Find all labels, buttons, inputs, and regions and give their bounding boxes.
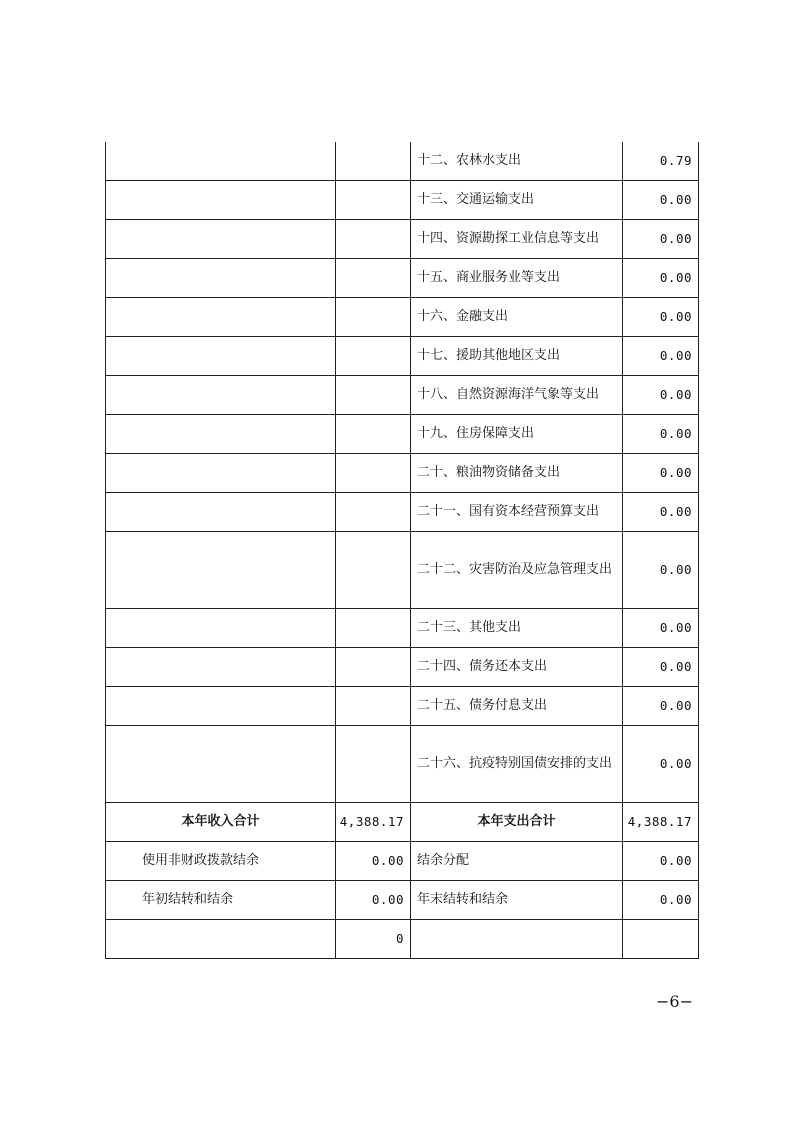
expense-item-amount: 0.00: [623, 609, 699, 648]
income-item-amount: 0.00: [336, 842, 411, 881]
expense-item-amount: 0.00: [623, 532, 699, 609]
expense-item-amount: 0.00: [623, 220, 699, 259]
table-row: [106, 259, 699, 298]
income-item-label: [106, 532, 336, 609]
expense-item-amount: 0.00: [623, 376, 699, 415]
expense-item-amount: 0.00: [623, 337, 699, 376]
income-item-amount: [336, 259, 411, 298]
income-item-amount: [336, 142, 411, 181]
expense-item-label: 十九、住房保障支出: [411, 415, 623, 454]
expense-item-amount: 0.79: [623, 142, 699, 181]
income-item-amount: [336, 181, 411, 220]
table-row: [106, 376, 699, 415]
table-row: [106, 493, 699, 532]
income-item-label: [106, 415, 336, 454]
table-row: [106, 842, 699, 881]
expense-item-label: 十七、援助其他地区支出: [411, 337, 623, 376]
expense-item-amount: 0.00: [623, 648, 699, 687]
income-item-label: [106, 298, 336, 337]
expense-item-label: [411, 920, 623, 959]
expense-item-label: 十二、农林水支出: [411, 142, 623, 181]
expense-item-amount: 0.00: [623, 298, 699, 337]
expense-item-label: 十八、自然资源海洋气象等支出: [411, 376, 623, 415]
expense-item-label: 十三、交通运输支出: [411, 181, 623, 220]
income-item-amount: 0.00: [336, 881, 411, 920]
income-item-label: [106, 648, 336, 687]
income-item-amount: [336, 726, 411, 803]
expense-item-amount: 0.00: [623, 415, 699, 454]
income-item-amount: [336, 687, 411, 726]
expense-item-label: 结余分配: [411, 842, 623, 881]
expense-item-amount: 0.00: [623, 842, 699, 881]
table-row: [106, 687, 699, 726]
expense-total-amount: 4,388.17: [623, 803, 699, 842]
table-row: [106, 298, 699, 337]
table-row: [106, 920, 699, 959]
expense-item-label: 二十二、灾害防治及应急管理支出: [411, 532, 623, 609]
expense-item-label: 二十四、债务还本支出: [411, 648, 623, 687]
expense-item-label: 年末结转和结余: [411, 881, 623, 920]
expense-item-label: 十六、金融支出: [411, 298, 623, 337]
expense-total-label: 本年支出合计: [411, 803, 623, 842]
expense-item-label: 二十、粮油物资储备支出: [411, 454, 623, 493]
income-item-amount: [336, 609, 411, 648]
expense-item-amount: 0.00: [623, 454, 699, 493]
expense-item-amount: 0.00: [623, 181, 699, 220]
table-row: [106, 648, 699, 687]
budget-table: [105, 142, 699, 959]
expense-item-label: 十五、商业服务业等支出: [411, 259, 623, 298]
table-row: [106, 726, 699, 803]
income-item-label: [106, 920, 336, 959]
income-item-label: [106, 454, 336, 493]
income-item-amount: [336, 376, 411, 415]
income-item-label: [106, 337, 336, 376]
income-item-label: [106, 181, 336, 220]
table-row: [106, 609, 699, 648]
expense-item-amount: 0.00: [623, 881, 699, 920]
income-item-label: [106, 687, 336, 726]
income-item-label: [106, 142, 336, 181]
income-item-label: [106, 220, 336, 259]
income-item-amount: [336, 454, 411, 493]
income-item-amount: [336, 532, 411, 609]
expense-item-amount: 0.00: [623, 259, 699, 298]
income-item-label: 使用非财政拨款结余: [106, 842, 336, 881]
income-total-amount: 4,388.17: [336, 803, 411, 842]
income-total-label: 本年收入合计: [106, 803, 336, 842]
expense-item-label: 二十五、债务付息支出: [411, 687, 623, 726]
income-item-amount: 0: [336, 920, 411, 959]
income-item-amount: [336, 337, 411, 376]
income-item-label: [106, 609, 336, 648]
income-item-amount: [336, 220, 411, 259]
table-row: [106, 181, 699, 220]
income-item-label: [106, 259, 336, 298]
table-row: [106, 142, 699, 181]
table-row: [106, 532, 699, 609]
page-number: −6−: [656, 992, 693, 1011]
income-item-amount: [336, 298, 411, 337]
expense-item-label: 二十三、其他支出: [411, 609, 623, 648]
income-item-amount: [336, 415, 411, 454]
table-row: [106, 454, 699, 493]
expense-item-label: 二十一、国有资本经营预算支出: [411, 493, 623, 532]
expense-item-amount: [623, 920, 699, 959]
expense-item-amount: 0.00: [623, 493, 699, 532]
table-row: [106, 337, 699, 376]
total-row: [106, 803, 699, 842]
income-item-label: [106, 726, 336, 803]
table-row: [106, 881, 699, 920]
expense-item-label: 十四、资源勘探工业信息等支出: [411, 220, 623, 259]
income-item-amount: [336, 648, 411, 687]
expense-item-amount: 0.00: [623, 687, 699, 726]
table-row: [106, 220, 699, 259]
income-item-amount: [336, 493, 411, 532]
expense-item-label: 二十六、抗疫特别国债安排的支出: [411, 726, 623, 803]
income-item-label: 年初结转和结余: [106, 881, 336, 920]
table-row: [106, 415, 699, 454]
expense-item-amount: 0.00: [623, 726, 699, 803]
income-item-label: [106, 493, 336, 532]
income-item-label: [106, 376, 336, 415]
